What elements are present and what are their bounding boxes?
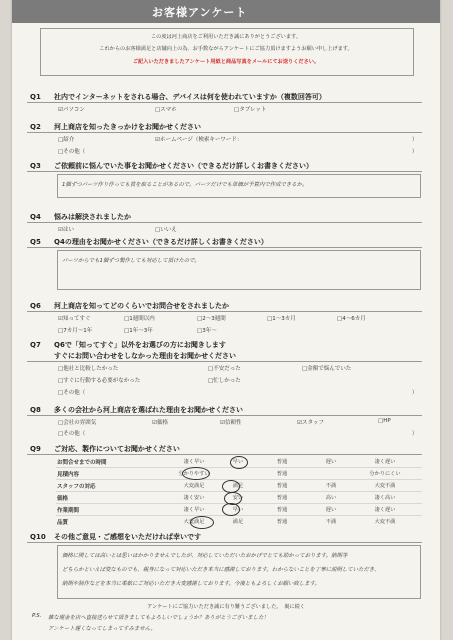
q6-option-1-3-years[interactable]: □1年〜3年 [124, 328, 153, 334]
intro-line-2: これからのお客様満足と店舗向上の為、お手数ながらアンケートにご協力頂けますようお願い申し上げます。 [99, 46, 353, 52]
q7-option-price[interactable]: □金額で悩んでいた [302, 366, 352, 372]
title-bar [12, 0, 440, 23]
q9-row-option[interactable]: 早い [232, 507, 244, 513]
q8-option-other[interactable]: □その他（ [58, 431, 86, 437]
q9-selection-mark [222, 503, 240, 516]
q9-row-option[interactable]: 大変不満 [374, 483, 396, 489]
q9-row-label: 見積内容 [57, 472, 80, 478]
q6-option-4-6-months[interactable]: □4〜6カ月 [337, 316, 366, 322]
ps-label: P.S. [32, 613, 42, 619]
q1-heading: Q1 社内でインターネットをされる場合、デバイスは何を使われていますか（複数回答可） [30, 93, 326, 101]
q6-option-7-12-months[interactable]: □7カ月〜1年 [58, 328, 93, 334]
q6-option-immediately[interactable]: ☑知ってすぐ [58, 316, 91, 322]
q9-row-option[interactable]: 遅い [325, 459, 337, 465]
q8-heading: Q8 多くの会社から河上商店を選ばれた理由をお聞かせください [30, 406, 243, 414]
q9-row-option[interactable]: 普通 [276, 483, 288, 489]
q3-handwritten-answer: 1個ずつパーツ作り作っても賞を取ることがあるので。パーツだけでも単価が予算内で作成できるか。 [62, 182, 308, 188]
q8-option-staff[interactable]: ☑スタッフ [297, 420, 324, 426]
q9-row-option[interactable]: 不満 [325, 519, 337, 525]
page-title: お客様アンケート [152, 6, 248, 19]
q2-option-referral[interactable]: □紹介 [58, 137, 75, 143]
q9-row-option[interactable]: 安い [232, 495, 244, 501]
q6-option-1-3-months[interactable]: □1〜3カ月 [267, 316, 296, 322]
q9-row-option[interactable]: 普通 [276, 459, 288, 465]
ps-line-2: アンケート遅くなってしまってすみません。 [48, 626, 156, 632]
q4-option-no[interactable]: □いいえ [155, 227, 177, 233]
q9-row-option[interactable]: 凄く高い [374, 495, 396, 501]
q9-row-option[interactable]: 普通 [276, 471, 288, 477]
q9-row-option[interactable]: 大変満足 [183, 519, 205, 525]
q6-option-3-years-plus[interactable]: □3年〜 [197, 328, 217, 334]
q9-row-option[interactable]: 凄く早い [183, 459, 205, 465]
q1-option-pc[interactable]: ☑パソコン [58, 107, 85, 113]
q5-heading: Q5 Q4の理由をお聞かせください（できるだけ詳しくお書きください） [30, 238, 268, 246]
q9-row-option[interactable]: 大変満足 [183, 483, 205, 489]
q9-row-option[interactable]: 分かりやすい [178, 471, 210, 477]
q7-option-busy[interactable]: □忙しかった [208, 378, 241, 384]
q9-row-option[interactable]: 凄く遅い [374, 507, 396, 513]
survey-sheet [12, 0, 440, 640]
q7-subheading: すぐにお問い合わせをしなかった理由をお聞かせください [54, 352, 236, 360]
q9-row-option[interactable]: 凄く早い [183, 507, 205, 513]
q9-selection-mark [230, 456, 248, 469]
q9-row-label: 作業期間 [57, 508, 80, 514]
q9-selection-mark [190, 516, 214, 529]
q7-option-anxious[interactable]: □不安だった [208, 366, 241, 372]
q9-selection-mark [182, 467, 210, 480]
q1-option-tablet[interactable]: □タブレット [234, 107, 267, 113]
q8-option-atmosphere[interactable]: □会社の雰囲気 [58, 420, 97, 426]
q7-heading: Q7 Q6で「知ってすぐ」以外をお選びの方にお聞きします [30, 341, 226, 349]
q9-row-option[interactable]: 早い [232, 459, 244, 465]
q5-handwritten-answer: パーツからでも1個ずつ製作しても対応して頂けたので。 [62, 258, 200, 264]
q9-row-option[interactable]: 大変不満 [374, 519, 396, 525]
q9-row-option[interactable]: 普通 [276, 495, 288, 501]
footer-thanks: アンケートにご協力いただき誠に有り難うございました。 裏に続く [147, 604, 305, 610]
q10-heading: Q10 その他ご意見・ご感想をいただければ幸いです [30, 533, 201, 541]
q6-option-1-week[interactable]: □1週間以内 [124, 316, 155, 322]
q8-option-reliability[interactable]: ☑信頼性 [220, 420, 242, 426]
q4-heading: Q4 悩みは解決されましたか [30, 213, 131, 221]
q9-row-label: スタッフの対応 [57, 484, 96, 490]
q6-option-2-3-weeks[interactable]: □2〜3週間 [197, 316, 226, 322]
intro-notice: ご記入いただきましたアンケート用紙と商品写真をメールにてお送りください。 [132, 59, 320, 65]
q10-answer-line-2: どちらかといえば変なものでも、親身になって対応いただき本当に感謝しております。わからないことを丁寧に説明していただき、 [62, 567, 380, 573]
q9-row-option[interactable]: 凄く安い [183, 495, 205, 501]
q6-heading: Q6 河上商店を知ってどのくらいでお問合せをされましたか [30, 302, 229, 310]
q9-heading: Q9 ご対応、製作についてお聞かせください [30, 445, 180, 453]
q2-option-other[interactable]: □その他（ [58, 149, 86, 155]
intro-line-1: この度は河上商店をご利用いただき誠にありがとうございます。 [150, 34, 302, 40]
q2-option-homepage[interactable]: ☑ホームページ（検索キーワード： [155, 137, 243, 143]
q9-row-label: お問合せまでの時間 [57, 460, 107, 466]
q8-paren-close: ） [412, 431, 418, 437]
q7-option-compare[interactable]: □他社と比較したかった [58, 366, 119, 372]
q8-option-price[interactable]: ☑価格 [152, 420, 168, 426]
q9-row-option[interactable]: 凄く遅い [374, 459, 396, 465]
q4-option-yes[interactable]: ☑はい [58, 227, 74, 233]
q7-paren-close: ） [412, 390, 418, 396]
q9-row-label: 価格 [57, 496, 69, 502]
q9-row-option[interactable]: 満足 [232, 519, 244, 525]
q8-option-hp[interactable]: □HP [378, 418, 391, 424]
q1-option-smartphone[interactable]: □スマホ [155, 107, 177, 113]
q10-answer-line-3: 納期や制作などを本当に柔軟にご対応いただき大変感謝しております。今後ともよろしくお願い致します。 [62, 581, 320, 587]
q3-heading: Q3 ご依頼前に悩んでいた事をお聞かせください（できるだけ詳しくお書きください） [30, 162, 313, 170]
ps-line-1: 雑な現金を店へ直接送らせて頂きましてもよろしいでしょうか？ありがとうございました！ [48, 615, 269, 621]
q9-row-option[interactable]: 高い [325, 495, 337, 501]
q9-row-option[interactable]: 遅い [325, 507, 337, 513]
q7-option-no-need[interactable]: □すぐに行動する必要がなかった [58, 378, 141, 384]
q9-row-option[interactable]: 普通 [276, 519, 288, 525]
q2-paren-close-1: ） [412, 137, 418, 143]
q10-answer-line-1: 価格に関しては高いとは思いはかかりませんでしたが、対応していただいたおかげでとても助かっております。納期等 [62, 553, 348, 559]
q9-row-option[interactable]: 普通 [276, 507, 288, 513]
q2-paren-close-2: ） [412, 149, 418, 155]
q2-heading: Q2 河上商店を知ったきっかけをお聞かせください [30, 123, 201, 131]
q9-row-option[interactable]: 不満 [325, 483, 337, 489]
q9-row-option[interactable]: 分かりにくい [369, 471, 401, 477]
q9-row-label: 品質 [57, 520, 69, 526]
q7-option-other[interactable]: □その他（ [58, 390, 86, 396]
q9-row-option[interactable]: 満足 [232, 483, 244, 489]
